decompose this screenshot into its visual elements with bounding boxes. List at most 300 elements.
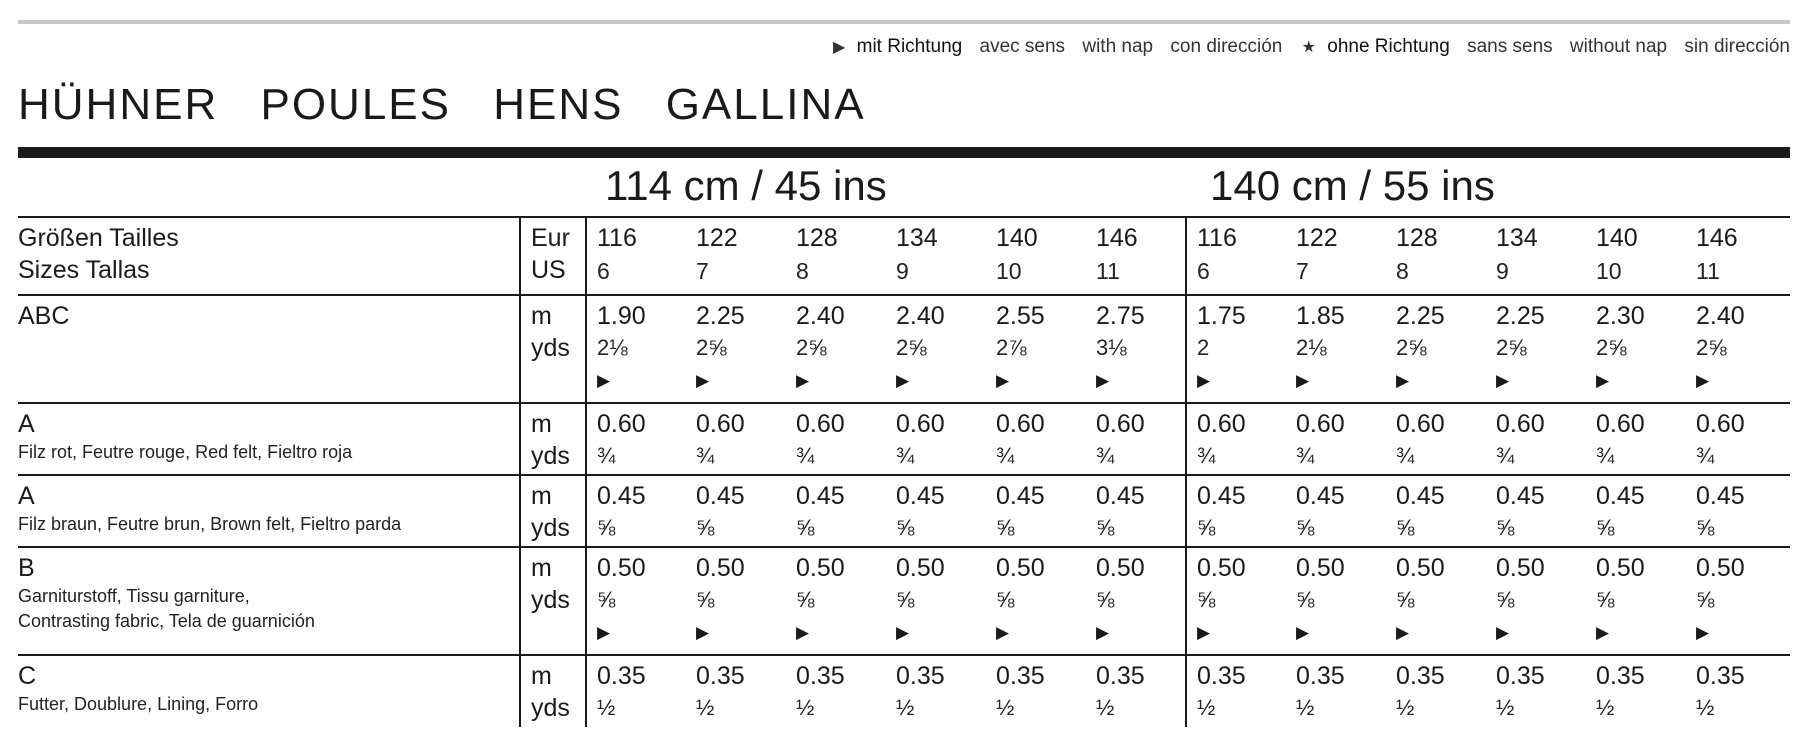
meters-value: 0.35 — [597, 662, 646, 690]
yards-value: ¾ — [796, 443, 815, 468]
yards-value: ⅝ — [1596, 587, 1615, 612]
yards-value: ¾ — [1296, 443, 1315, 468]
meters-value: 0.60 — [597, 410, 646, 438]
meters-value: 0.50 — [1197, 554, 1246, 582]
yards-value: ⅝ — [996, 587, 1015, 612]
unit-cell — [520, 403, 586, 475]
top-rule — [18, 20, 1790, 24]
with-nap-icon: ▶ — [1296, 623, 1310, 642]
yards-value: ¾ — [597, 443, 616, 468]
yards-value: ½ — [1296, 695, 1315, 720]
yards-value: ⅝ — [896, 587, 915, 612]
yards-value: 2⅛ — [597, 335, 628, 360]
meters-value: 0.45 — [1197, 482, 1246, 510]
yards-value: ½ — [1496, 695, 1515, 720]
sizes-label-line2: Sizes Tallas — [18, 256, 150, 284]
with-nap-icon: ▶ — [896, 371, 910, 390]
meters-value: 1.90 — [597, 302, 646, 330]
with-nap-icon: ▶ — [696, 371, 710, 390]
yardage-cell — [586, 295, 686, 403]
nap-legend — [819, 36, 1790, 58]
unit-yds: yds — [531, 514, 570, 542]
yards-value: ⅝ — [1296, 515, 1315, 540]
title-en: HENS — [493, 80, 624, 129]
with-nap-icon: ▶ — [996, 623, 1010, 642]
yardage-cell — [1486, 403, 1586, 475]
meters-value: 1.85 — [1296, 302, 1345, 330]
yardage-cell — [786, 295, 886, 403]
with-nap-icon: ▶ — [1396, 623, 1410, 642]
unit-m: m — [531, 410, 552, 438]
legend-without-nap-de: ohne Richtung — [1327, 36, 1450, 57]
yardage-cell — [1386, 403, 1486, 475]
meters-value: 0.50 — [896, 554, 945, 582]
yards-value: ¾ — [1197, 443, 1216, 468]
meters-value: 0.45 — [996, 482, 1045, 510]
title-de: HÜHNER — [18, 80, 219, 129]
meters-value: 2.25 — [1496, 302, 1545, 330]
meters-value: 0.60 — [896, 410, 945, 438]
with-nap-icon: ▶ — [796, 623, 810, 642]
meters-value: 0.60 — [1596, 410, 1645, 438]
size-eur-value: 140 — [1596, 224, 1638, 252]
with-nap-icon: ▶ — [1296, 371, 1310, 390]
legend-without-nap-fr: sans sens — [1467, 36, 1553, 57]
yards-value: 3⅛ — [1096, 335, 1127, 360]
fabric-description: Garniturstoff, Tissu garniture, — [18, 586, 250, 606]
meters-value: 2.30 — [1596, 302, 1645, 330]
yardage-cell — [1486, 547, 1586, 655]
yardage-cell — [1186, 547, 1286, 655]
meters-value: 0.35 — [996, 662, 1045, 690]
view-label-cell — [18, 295, 520, 403]
size-us-value: 10 — [1596, 258, 1622, 284]
with-nap-icon: ▶ — [1197, 371, 1211, 390]
yardage-cell — [1186, 655, 1286, 727]
size-eur-value: 146 — [1696, 224, 1738, 252]
with-nap-icon: ▶ — [1096, 623, 1110, 642]
size-us-value: 7 — [696, 258, 709, 284]
with-nap-icon: ▶ — [1696, 623, 1710, 642]
yards-value: ⅝ — [1496, 587, 1515, 612]
yardage-cell — [1186, 475, 1286, 547]
meters-value: 0.35 — [1696, 662, 1745, 690]
with-nap-icon: ▶ — [1596, 623, 1610, 642]
yards-value: ⅝ — [597, 587, 616, 612]
yardage-cell — [1286, 547, 1386, 655]
yardage-cell — [1286, 295, 1386, 403]
yards-value: 2⅝ — [896, 335, 927, 360]
yardage-cell — [1486, 655, 1586, 727]
meters-value: 0.45 — [1596, 482, 1645, 510]
with-nap-icon: ▶ — [996, 371, 1010, 390]
meters-value: 0.45 — [1696, 482, 1745, 510]
yards-value: ½ — [1596, 695, 1615, 720]
yardage-cell — [1286, 403, 1386, 475]
yardage-cell — [1686, 475, 1790, 547]
size-cell — [786, 217, 886, 295]
yards-value: 2⅝ — [796, 335, 827, 360]
size-eur-value: 140 — [996, 224, 1038, 252]
yardage-cell — [1586, 547, 1686, 655]
meters-value: 0.45 — [1296, 482, 1345, 510]
with-nap-icon: ▶ — [1696, 371, 1710, 390]
meters-value: 0.50 — [1396, 554, 1445, 582]
unit-m: m — [531, 482, 552, 510]
meters-value: 2.55 — [996, 302, 1045, 330]
meters-value: 0.60 — [1696, 410, 1745, 438]
yardage-cell — [786, 403, 886, 475]
yards-value: ⅝ — [996, 515, 1015, 540]
meters-value: 0.60 — [1197, 410, 1246, 438]
view-label: A — [18, 410, 35, 438]
yardage-cell — [986, 547, 1086, 655]
yardage-cell — [586, 655, 686, 727]
view-label-cell — [18, 475, 520, 547]
yardage-cell — [786, 547, 886, 655]
with-nap-icon: ▶ — [1197, 623, 1211, 642]
yardage-cell — [1686, 655, 1790, 727]
size-cell — [686, 217, 786, 295]
yardage-cell — [886, 403, 986, 475]
yards-value: 2⅝ — [696, 335, 727, 360]
yardage-cell — [986, 295, 1086, 403]
meters-value: 0.45 — [1396, 482, 1445, 510]
yards-value: ⅝ — [1096, 515, 1115, 540]
meters-value: 0.35 — [1296, 662, 1345, 690]
view-row — [18, 655, 1790, 727]
yardage-cell — [1086, 403, 1186, 475]
yardage-cell — [1086, 655, 1186, 727]
yardage-cell — [886, 295, 986, 403]
meters-value: 2.40 — [796, 302, 845, 330]
sizes-row — [18, 217, 1790, 295]
title-fr: POULES — [260, 80, 451, 129]
size-us-value: 6 — [1197, 258, 1210, 284]
fabric-width-headers — [0, 162, 1800, 212]
meters-value: 2.75 — [1096, 302, 1145, 330]
size-eur-value: 122 — [696, 224, 738, 252]
with-nap-icon: ▶ — [1096, 371, 1110, 390]
meters-value: 0.60 — [996, 410, 1045, 438]
meters-value: 0.45 — [1496, 482, 1545, 510]
yards-value: 2⅝ — [1596, 335, 1627, 360]
meters-value: 0.45 — [696, 482, 745, 510]
meters-value: 0.50 — [796, 554, 845, 582]
yardage-cell — [1386, 547, 1486, 655]
yards-value: ⅝ — [1596, 515, 1615, 540]
view-row — [18, 547, 1790, 655]
size-eur-value: 146 — [1096, 224, 1138, 252]
with-nap-icon: ▶ — [597, 371, 611, 390]
yards-value: ½ — [1197, 695, 1216, 720]
yards-value: ⅝ — [1296, 587, 1315, 612]
yardage-cell — [686, 403, 786, 475]
unit-yds: yds — [531, 694, 570, 722]
yards-value: ½ — [896, 695, 915, 720]
yardage-cell — [886, 655, 986, 727]
yardage-cell — [1586, 475, 1686, 547]
meters-value: 0.50 — [696, 554, 745, 582]
size-us-value: 8 — [1396, 258, 1409, 284]
yards-value: ¾ — [1696, 443, 1715, 468]
yardage-cell — [1686, 295, 1790, 403]
yards-value: ⅝ — [796, 515, 815, 540]
size-us-value: 10 — [996, 258, 1022, 284]
yards-value: ⅝ — [1197, 515, 1216, 540]
yardage-cell — [586, 403, 686, 475]
yards-value: ⅝ — [1396, 515, 1415, 540]
meters-value: 0.60 — [1396, 410, 1445, 438]
size-cell — [986, 217, 1086, 295]
unit-cell — [520, 547, 586, 655]
legend-with-nap-en: with nap — [1082, 36, 1154, 57]
yards-value: ⅝ — [1496, 515, 1515, 540]
yardage-cell — [986, 655, 1086, 727]
yardage-cell — [786, 475, 886, 547]
with-nap-icon: ▶ — [833, 39, 846, 56]
size-eur-value: 128 — [1396, 224, 1438, 252]
yardage-cell — [1586, 655, 1686, 727]
size-eur-value: 128 — [796, 224, 838, 252]
yards-value: ⅝ — [1696, 587, 1715, 612]
size-cell — [886, 217, 986, 295]
meters-value: 1.75 — [1197, 302, 1246, 330]
meters-value: 0.60 — [1096, 410, 1145, 438]
yardage-cell — [1086, 547, 1186, 655]
yardage-cell — [886, 475, 986, 547]
yards-value: ⅝ — [1197, 587, 1216, 612]
without-nap-icon: ★ — [1301, 39, 1316, 56]
size-us-value: 9 — [896, 258, 909, 284]
size-eur-value: 134 — [896, 224, 938, 252]
meters-value: 2.40 — [1696, 302, 1745, 330]
size-cell — [1386, 217, 1486, 295]
yardage-cell — [1586, 295, 1686, 403]
view-label-cell — [18, 655, 520, 727]
size-cell — [1586, 217, 1686, 295]
unit-cell — [520, 655, 586, 727]
yardage-cell — [1286, 655, 1386, 727]
unit-m: m — [531, 302, 552, 330]
yardage-cell — [1186, 295, 1286, 403]
size-us-value: 7 — [1296, 258, 1309, 284]
yards-value: ½ — [796, 695, 815, 720]
meters-value: 0.50 — [1596, 554, 1645, 582]
yardage-cell — [1186, 403, 1286, 475]
meters-value: 0.35 — [1496, 662, 1545, 690]
unit-cell — [520, 475, 586, 547]
yards-value: ¾ — [996, 443, 1015, 468]
meters-value: 0.50 — [1096, 554, 1145, 582]
yards-value: 2⅛ — [1296, 335, 1327, 360]
unit-eur: Eur — [531, 224, 570, 252]
view-row — [18, 295, 1790, 403]
meters-value: 0.50 — [1496, 554, 1545, 582]
yardage-cell — [1386, 655, 1486, 727]
yardage-cell — [1086, 295, 1186, 403]
yards-value: ⅝ — [1696, 515, 1715, 540]
meters-value: 0.45 — [1096, 482, 1145, 510]
size-us-value: 11 — [1696, 258, 1720, 284]
meters-value: 0.60 — [696, 410, 745, 438]
fabric-description: Filz rot, Feutre rouge, Red felt, Fieltro roja — [18, 442, 353, 462]
page-title — [18, 80, 894, 130]
size-us-value: 9 — [1496, 258, 1509, 284]
with-nap-icon: ▶ — [597, 623, 611, 642]
yards-value: ½ — [1696, 695, 1715, 720]
sizes-label-line1: Größen Tailles — [18, 224, 179, 252]
size-us-value: 8 — [796, 258, 809, 284]
view-label-cell — [18, 547, 520, 655]
meters-value: 0.35 — [1396, 662, 1445, 690]
yardage-cell — [586, 475, 686, 547]
yards-value: ½ — [1096, 695, 1115, 720]
yardage-cell — [986, 403, 1086, 475]
size-cell — [1186, 217, 1286, 295]
meters-value: 0.35 — [896, 662, 945, 690]
yards-value: ⅝ — [696, 515, 715, 540]
width-header-140: 140 cm / 55 ins — [1210, 162, 1495, 209]
meters-value: 0.35 — [1596, 662, 1645, 690]
view-row — [18, 475, 1790, 547]
yardage-cell — [986, 475, 1086, 547]
yards-value: ½ — [597, 695, 616, 720]
yardage-cell — [886, 547, 986, 655]
yards-value: ¾ — [1596, 443, 1615, 468]
size-eur-value: 116 — [597, 224, 637, 252]
yardage-cell — [1486, 295, 1586, 403]
meters-value: 2.25 — [696, 302, 745, 330]
unit-m: m — [531, 554, 552, 582]
view-label: B — [18, 554, 35, 582]
yardage-cell — [1386, 295, 1486, 403]
meters-value: 0.45 — [597, 482, 646, 510]
title-rule — [18, 147, 1790, 158]
yards-value: 2 — [1197, 335, 1210, 360]
with-nap-icon: ▶ — [1596, 371, 1610, 390]
yards-value: 2⅝ — [1696, 335, 1727, 360]
size-cell — [586, 217, 686, 295]
yardage-cell — [686, 475, 786, 547]
yards-value: 2⅞ — [996, 335, 1027, 360]
size-cell — [1686, 217, 1790, 295]
yards-value: ⅝ — [896, 515, 915, 540]
yards-value: ½ — [1396, 695, 1415, 720]
fabric-description: Filz braun, Feutre brun, Brown felt, Fieltro parda — [18, 514, 402, 534]
with-nap-icon: ▶ — [1496, 371, 1510, 390]
sizes-label-cell — [18, 217, 520, 295]
unit-cell — [520, 295, 586, 403]
fabric-description: Futter, Doublure, Lining, Forro — [18, 694, 259, 714]
size-cell — [1486, 217, 1586, 295]
yards-value: ⅝ — [597, 515, 616, 540]
yardage-cell — [1386, 475, 1486, 547]
yardage-cell — [1086, 475, 1186, 547]
size-us-value: 6 — [597, 258, 610, 284]
yardage-cell — [686, 295, 786, 403]
yards-value: ¾ — [1096, 443, 1115, 468]
size-us-value: 11 — [1096, 258, 1120, 284]
size-eur-value: 122 — [1296, 224, 1338, 252]
legend-with-nap-fr: avec sens — [979, 36, 1066, 57]
yards-value: 2⅝ — [1396, 335, 1427, 360]
with-nap-icon: ▶ — [696, 623, 710, 642]
yardage-cell — [686, 547, 786, 655]
meters-value: 0.50 — [1696, 554, 1745, 582]
yardage-cell — [1586, 403, 1686, 475]
legend-without-nap-es: sin dirección — [1684, 36, 1790, 57]
width-header-114: 114 cm / 45 ins — [605, 162, 887, 209]
fabric-description: Contrasting fabric, Tela de guarnición — [18, 611, 315, 631]
yards-value: ⅝ — [796, 587, 815, 612]
with-nap-icon: ▶ — [796, 371, 810, 390]
meters-value: 0.35 — [1096, 662, 1145, 690]
size-cell — [1286, 217, 1386, 295]
size-eur-value: 116 — [1197, 224, 1237, 252]
yardage-cell — [686, 655, 786, 727]
view-label: A — [18, 482, 35, 510]
meters-value: 0.35 — [796, 662, 845, 690]
unit-us: US — [531, 256, 566, 284]
yardage-cell — [1686, 403, 1790, 475]
sizes-unit-cell — [520, 217, 586, 295]
yards-value: ½ — [996, 695, 1015, 720]
size-cell — [1086, 217, 1186, 295]
meters-value: 0.35 — [1197, 662, 1246, 690]
view-row — [18, 403, 1790, 475]
meters-value: 0.60 — [1296, 410, 1345, 438]
yardage-cell — [1686, 547, 1790, 655]
unit-yds: yds — [531, 586, 570, 614]
yards-value: ¾ — [696, 443, 715, 468]
yards-value: ⅝ — [1396, 587, 1415, 612]
yardage-cell — [786, 655, 886, 727]
size-eur-value: 134 — [1496, 224, 1538, 252]
meters-value: 0.50 — [996, 554, 1045, 582]
yardage-cell — [586, 547, 686, 655]
yards-value: ⅝ — [696, 587, 715, 612]
legend-with-nap-de: mit Richtung — [856, 36, 963, 57]
yardage-table — [18, 216, 1790, 727]
unit-yds: yds — [531, 334, 570, 362]
yardage-cell — [1286, 475, 1386, 547]
yards-value: ¾ — [896, 443, 915, 468]
with-nap-icon: ▶ — [1396, 371, 1410, 390]
meters-value: 2.40 — [896, 302, 945, 330]
yards-value: ½ — [696, 695, 715, 720]
meters-value: 0.45 — [896, 482, 945, 510]
yards-value: 2⅝ — [1496, 335, 1527, 360]
legend-with-nap-es: con dirección — [1170, 36, 1283, 57]
title-es: GALLINA — [665, 80, 866, 129]
yards-value: ¾ — [1496, 443, 1515, 468]
meters-value: 0.60 — [796, 410, 845, 438]
meters-value: 0.50 — [597, 554, 646, 582]
yards-value: ¾ — [1396, 443, 1415, 468]
unit-yds: yds — [531, 442, 570, 470]
meters-value: 0.45 — [796, 482, 845, 510]
with-nap-icon: ▶ — [896, 623, 910, 642]
yardage-cell — [1486, 475, 1586, 547]
legend-without-nap-en: without nap — [1569, 36, 1668, 57]
view-label: C — [18, 662, 37, 690]
with-nap-icon: ▶ — [1496, 623, 1510, 642]
view-label-cell — [18, 403, 520, 475]
meters-value: 2.25 — [1396, 302, 1445, 330]
view-label: ABC — [18, 302, 70, 330]
unit-m: m — [531, 662, 552, 690]
